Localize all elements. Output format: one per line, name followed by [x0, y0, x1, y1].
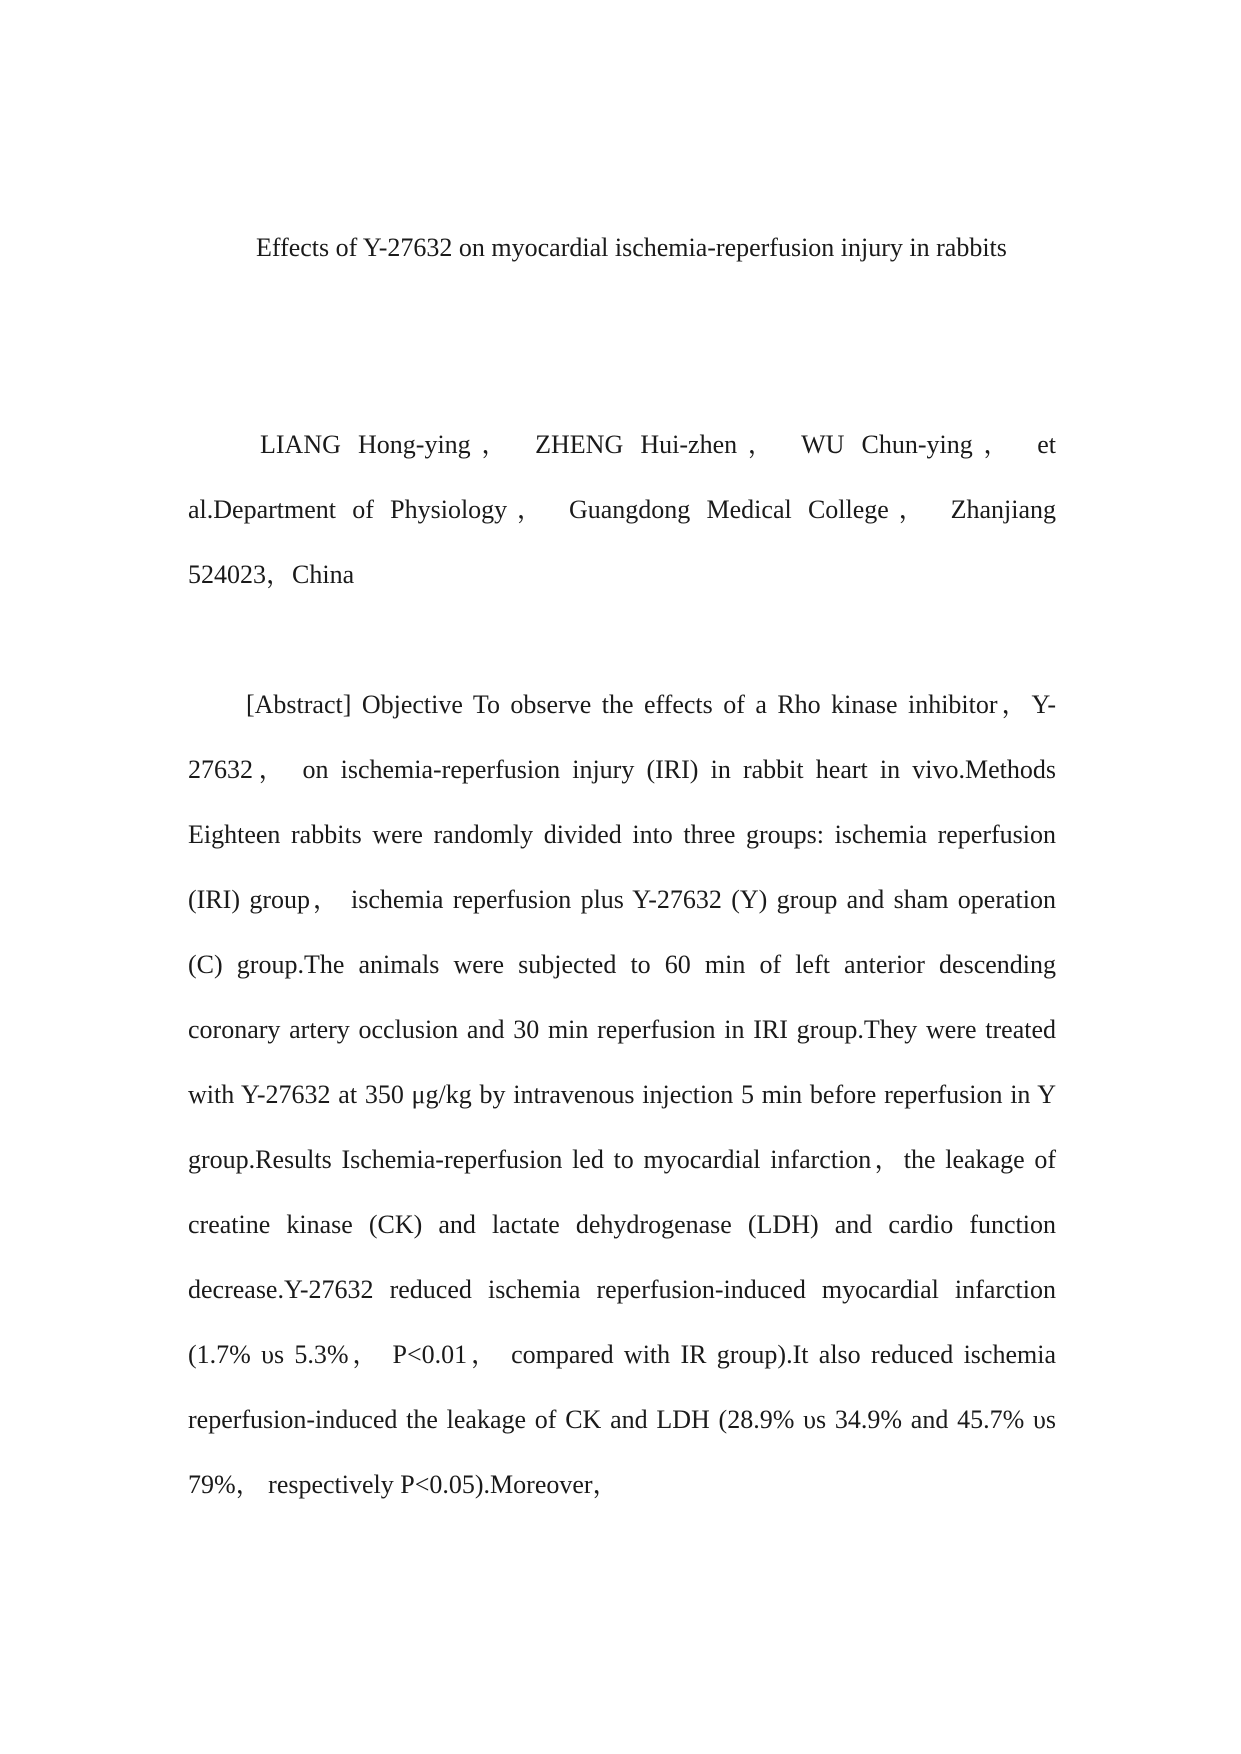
author-affiliation: LIANG Hong-ying， ZHENG Hui-zhen， WU Chun-ying， et al.Department of Physiology， Guangdong Medical College， Zhanjiang 524023，China: [188, 430, 1057, 589]
abstract-paragraph: [Abstract] Objective To observe the effects of a Rho kinase inhibitor，Y-27632， on ischemia-reperfusion injury (IRI) in rabbit heart in vivo.Methods Eighteen rabbits were randomly divided into three groups: ischemia reperfusion (IRI) group， ischemia reperfusion plus Y-27632 (Y) group and sham operation (C) group.The animals were subjected to 60 min of left anterior descending coronary artery occlusion and 30 min reperfusion in IRI group.They were treated with Y-27632 at 350 μg/kg by intravenous injection 5 min before reperfusion in Y group.Results Ischemia-reperfusion led to myocardial infarction，the leakage of creatine kinase (CK) and lactate dehydrogenase (LDH) and cardio function decrease.Y-27632 reduced ischemia reperfusion-induced myocardial infarction (1.7% υs 5.3%， P<0.01， compared with IR group).It also reduced ischemia reperfusion-induced the leakage of CK and LDH (28.9% υs 34.9% and 45.7% υs 79%， respectively P<0.05).Moreover，: [188, 690, 1056, 1499]
paper-title: Effects of Y-27632 on myocardial ischemia-reperfusion injury in rabbits: [256, 233, 1007, 262]
